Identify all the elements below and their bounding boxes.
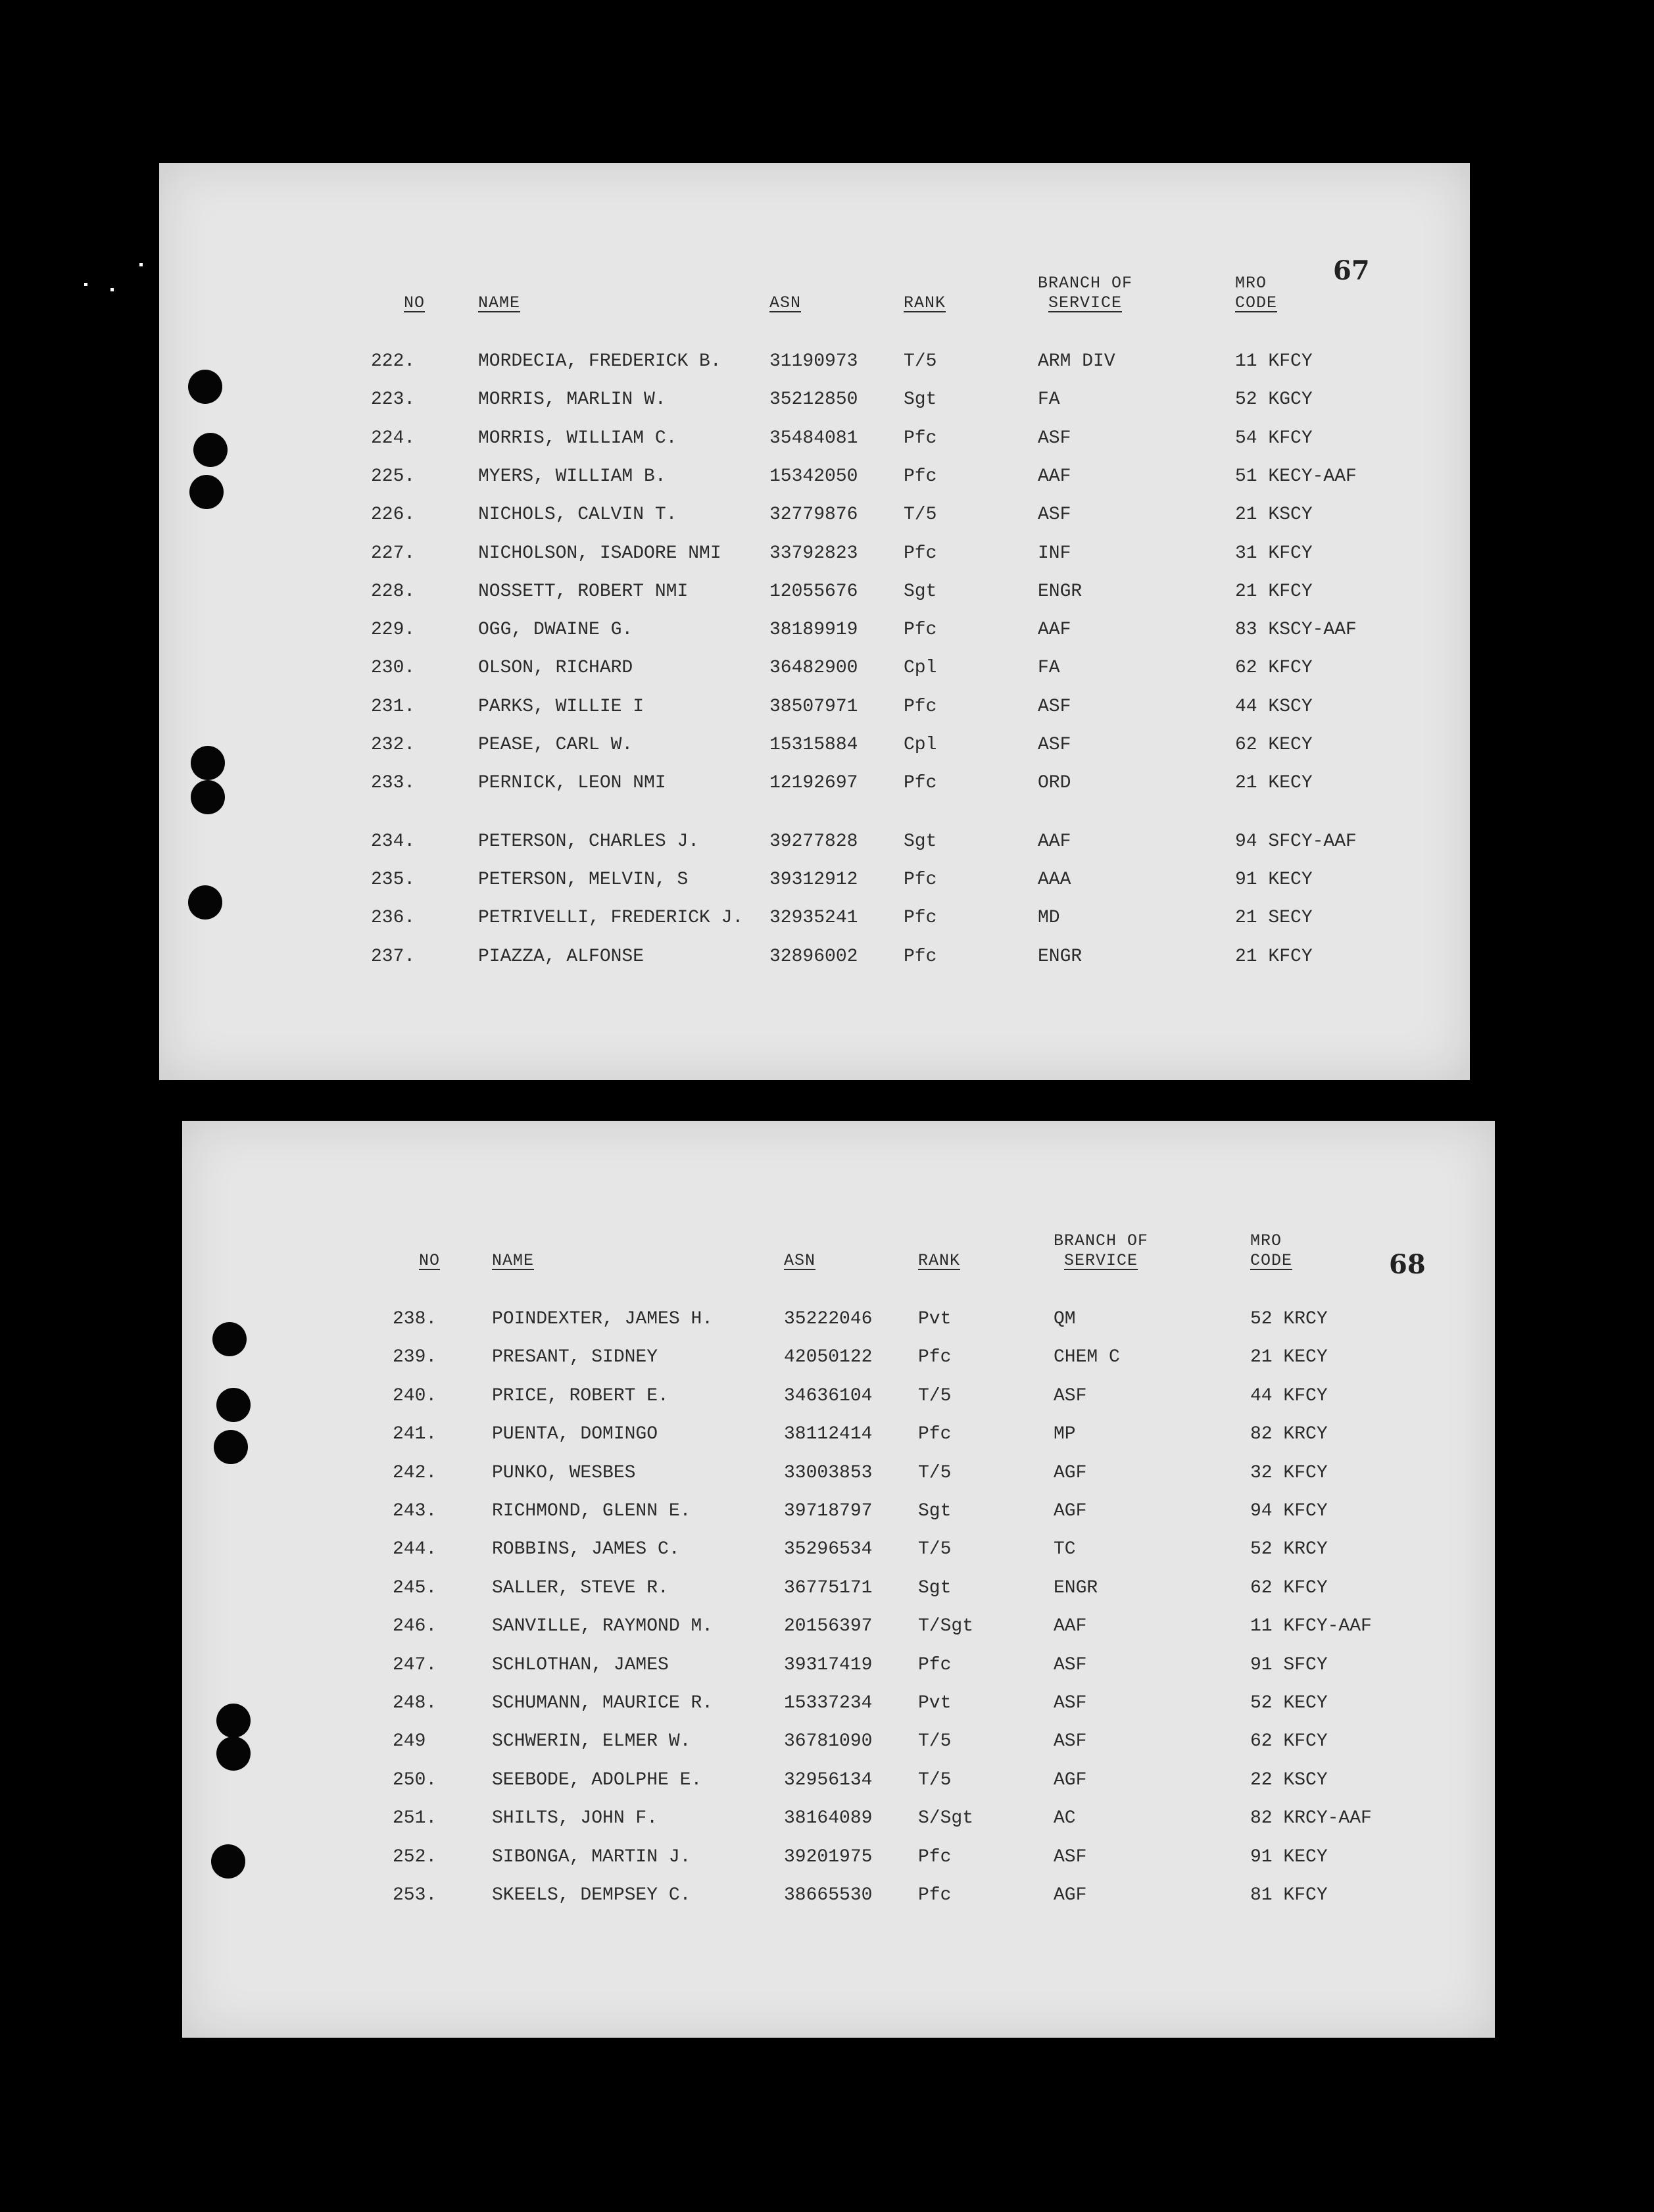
cell-no: 223. xyxy=(371,389,416,410)
cell-mro: 44 KSCY xyxy=(1235,696,1313,717)
table-row xyxy=(159,541,1470,567)
cell-branch: ASF xyxy=(1054,1731,1087,1752)
cell-asn: 39277828 xyxy=(769,831,858,852)
cell-rank: Pfc xyxy=(904,908,937,929)
cell-mro: 52 KECY xyxy=(1250,1693,1328,1713)
cell-no: 227. xyxy=(371,543,416,564)
cell-name: PERNICK, LEON NMI xyxy=(478,773,666,794)
cell-asn: 39718797 xyxy=(784,1501,873,1521)
page-number: 67 xyxy=(1333,255,1370,286)
cell-no: 242. xyxy=(393,1462,437,1483)
film-speck xyxy=(110,288,114,291)
table-row xyxy=(159,349,1470,375)
table-row xyxy=(159,944,1470,970)
cell-asn: 38164089 xyxy=(784,1808,873,1829)
cell-branch: QM xyxy=(1054,1309,1076,1329)
cell-name: PETERSON, MELVIN, S xyxy=(478,869,689,890)
cell-branch: ASF xyxy=(1054,1654,1087,1675)
binder-hole xyxy=(189,475,224,509)
table-row xyxy=(159,694,1470,720)
header-no: NO xyxy=(419,1251,441,1270)
table-row xyxy=(159,905,1470,931)
header-branch-line2: SERVICE xyxy=(1048,293,1123,312)
cell-no: 240. xyxy=(393,1385,437,1406)
cell-mro: 44 KFCY xyxy=(1250,1385,1328,1406)
film-speck xyxy=(139,263,143,266)
cell-rank: Sgt xyxy=(904,581,937,602)
cell-branch: CHEM C xyxy=(1054,1347,1120,1368)
cell-asn: 42050122 xyxy=(784,1347,873,1368)
table-row xyxy=(182,1575,1495,1602)
cell-mro: 52 KRCY xyxy=(1250,1309,1328,1329)
table-row xyxy=(182,1498,1495,1525)
roster-sheet-67 xyxy=(159,163,1470,1080)
cell-rank: T/5 xyxy=(918,1539,952,1560)
cell-name: SHILTS, JOHN F. xyxy=(492,1808,658,1829)
cell-name: SKEELS, DEMPSEY C. xyxy=(492,1885,691,1905)
header-branch-line2: SERVICE xyxy=(1064,1251,1138,1270)
cell-name: PIAZZA, ALFONSE xyxy=(478,946,645,967)
cell-no: 233. xyxy=(371,773,416,794)
binder-hole xyxy=(188,885,222,920)
cell-rank: Pvt xyxy=(918,1309,952,1329)
roster-sheet-68 xyxy=(182,1121,1495,2038)
cell-branch: AGF xyxy=(1054,1501,1087,1521)
cell-no: 229. xyxy=(371,620,416,641)
header-mro-line2: CODE xyxy=(1235,293,1278,312)
cell-branch: ASF xyxy=(1038,504,1071,526)
cell-no: 243. xyxy=(393,1501,437,1521)
header-mro-line1: MRO xyxy=(1235,274,1267,293)
header-rank: RANK xyxy=(918,1251,961,1270)
cell-name: SCHWERIN, ELMER W. xyxy=(492,1731,691,1752)
cell-no: 241. xyxy=(393,1424,437,1445)
cell-no: 224. xyxy=(371,428,416,449)
cell-name: MYERS, WILLIAM B. xyxy=(478,466,666,487)
cell-asn: 12192697 xyxy=(769,773,858,794)
table-row xyxy=(159,655,1470,681)
cell-mro: 21 SECY xyxy=(1235,908,1313,929)
cell-rank: Pfc xyxy=(918,1885,952,1905)
cell-rank: Pfc xyxy=(904,773,937,794)
cell-asn: 33003853 xyxy=(784,1462,873,1483)
binder-hole xyxy=(216,1388,251,1422)
cell-no: 246. xyxy=(393,1616,437,1637)
cell-asn: 36775171 xyxy=(784,1577,873,1598)
table-row xyxy=(182,1882,1495,1909)
cell-asn: 38507971 xyxy=(769,696,858,717)
cell-asn: 38665530 xyxy=(784,1885,873,1905)
cell-name: PEASE, CARL W. xyxy=(478,735,633,755)
cell-name: OGG, DWAINE G. xyxy=(478,620,633,641)
header-branch-of-service xyxy=(1054,1231,1148,1271)
table-row xyxy=(159,770,1470,797)
cell-rank: T/Sgt xyxy=(918,1616,974,1637)
cell-asn: 32956134 xyxy=(784,1769,873,1790)
cell-rank: Pfc xyxy=(904,869,937,890)
cell-name: PUNKO, WESBES xyxy=(492,1462,636,1483)
cell-mro: 32 KFCY xyxy=(1250,1462,1328,1483)
header-mro-code xyxy=(1235,274,1277,313)
cell-asn: 36482900 xyxy=(769,658,858,679)
cell-rank: Cpl xyxy=(904,735,937,755)
cell-mro: 21 KSCY xyxy=(1235,504,1313,526)
cell-asn: 39201975 xyxy=(784,1846,873,1867)
cell-rank: Pfc xyxy=(904,696,937,717)
cell-rank: Sgt xyxy=(918,1577,952,1598)
cell-asn: 33792823 xyxy=(769,543,858,564)
table-row xyxy=(159,732,1470,758)
binder-hole xyxy=(216,1704,251,1738)
cell-rank: T/5 xyxy=(904,351,937,372)
header-branch-line1: BRANCH OF xyxy=(1054,1231,1149,1250)
cell-branch: TC xyxy=(1054,1539,1076,1560)
cell-asn: 12055676 xyxy=(769,581,858,602)
binder-hole xyxy=(193,433,228,467)
cell-no: 249 xyxy=(393,1731,426,1752)
cell-asn: 38189919 xyxy=(769,620,858,641)
cell-rank: Pfc xyxy=(904,620,937,641)
header-mro-line2: CODE xyxy=(1250,1251,1293,1270)
binder-hole xyxy=(216,1736,251,1771)
cell-asn: 32935241 xyxy=(769,908,858,929)
cell-name: PRICE, ROBERT E. xyxy=(492,1385,669,1406)
cell-mro: 62 KECY xyxy=(1235,735,1313,755)
table-row xyxy=(159,387,1470,413)
cell-asn: 35212850 xyxy=(769,389,858,410)
header-branch-of-service xyxy=(1038,274,1132,313)
cell-rank: Pfc xyxy=(918,1654,952,1675)
cell-no: 230. xyxy=(371,658,416,679)
cell-branch: INF xyxy=(1038,543,1071,564)
cell-mro: 21 KFCY xyxy=(1235,946,1313,967)
cell-name: PETERSON, CHARLES J. xyxy=(478,831,700,852)
cell-name: MORRIS, MARLIN W. xyxy=(478,389,666,410)
header-no: NO xyxy=(404,293,426,312)
cell-mro: 91 KECY xyxy=(1250,1846,1328,1867)
cell-branch: AGF xyxy=(1054,1462,1087,1483)
table-row xyxy=(182,1844,1495,1871)
cell-no: 226. xyxy=(371,504,416,526)
header-asn: ASN xyxy=(769,293,802,312)
cell-rank: Pfc xyxy=(904,428,937,449)
page-number: 68 xyxy=(1389,1249,1426,1280)
cell-rank: Sgt xyxy=(904,389,937,410)
cell-mro: 83 KSCY-AAF xyxy=(1235,620,1357,641)
cell-mro: 62 KFCY xyxy=(1250,1731,1328,1752)
cell-mro: 81 KFCY xyxy=(1250,1885,1328,1905)
cell-name: SCHUMANN, MAURICE R. xyxy=(492,1693,714,1713)
cell-rank: Pfc xyxy=(918,1347,952,1368)
cell-branch: ASF xyxy=(1054,1846,1087,1867)
cell-branch: AAF xyxy=(1038,466,1071,487)
cell-mro: 62 KFCY xyxy=(1235,658,1313,679)
cell-name: POINDEXTER, JAMES H. xyxy=(492,1309,714,1329)
table-row xyxy=(182,1383,1495,1410)
cell-branch: AC xyxy=(1054,1808,1076,1829)
header-name: NAME xyxy=(478,293,521,312)
cell-rank: Pfc xyxy=(918,1424,952,1445)
table-row xyxy=(182,1690,1495,1717)
cell-asn: 35484081 xyxy=(769,428,858,449)
header-branch-line1: BRANCH OF xyxy=(1038,274,1133,293)
cell-branch: ORD xyxy=(1038,773,1071,794)
cell-mro: 82 KRCY-AAF xyxy=(1250,1808,1372,1829)
cell-branch: ENGR xyxy=(1038,946,1082,967)
cell-name: PUENTA, DOMINGO xyxy=(492,1424,658,1445)
table-row xyxy=(182,1767,1495,1794)
cell-mro: 51 KECY-AAF xyxy=(1235,466,1357,487)
cell-rank: Sgt xyxy=(918,1501,952,1521)
cell-mro: 52 KRCY xyxy=(1250,1539,1328,1560)
cell-rank: T/5 xyxy=(918,1385,952,1406)
cell-rank: Cpl xyxy=(904,658,937,679)
cell-rank: Pfc xyxy=(904,543,937,564)
cell-name: PARKS, WILLIE I xyxy=(478,696,645,717)
cell-name: PETRIVELLI, FREDERICK J. xyxy=(478,908,744,929)
cell-no: 252. xyxy=(393,1846,437,1867)
cell-mro: 21 KFCY xyxy=(1235,581,1313,602)
cell-rank: Pfc xyxy=(918,1846,952,1867)
cell-branch: FA xyxy=(1038,658,1060,679)
cell-branch: ENGR xyxy=(1038,581,1082,602)
table-row xyxy=(159,867,1470,893)
cell-name: RICHMOND, GLENN E. xyxy=(492,1501,691,1521)
table-row xyxy=(159,502,1470,528)
cell-no: 248. xyxy=(393,1693,437,1713)
cell-mro: 11 KFCY xyxy=(1235,351,1313,372)
header-asn: ASN xyxy=(784,1251,816,1270)
cell-no: 244. xyxy=(393,1539,437,1560)
cell-asn: 34636104 xyxy=(784,1385,873,1406)
header-rank: RANK xyxy=(904,293,946,312)
cell-no: 222. xyxy=(371,351,416,372)
cell-name: SCHLOTHAN, JAMES xyxy=(492,1654,669,1675)
cell-rank: S/Sgt xyxy=(918,1808,974,1829)
binder-hole xyxy=(211,1844,245,1879)
table-row xyxy=(159,426,1470,452)
cell-no: 231. xyxy=(371,696,416,717)
cell-asn: 38112414 xyxy=(784,1424,873,1445)
header-mro-line1: MRO xyxy=(1250,1231,1282,1250)
cell-asn: 32896002 xyxy=(769,946,858,967)
cell-branch: AGF xyxy=(1054,1885,1087,1905)
cell-rank: Sgt xyxy=(904,831,937,852)
cell-name: NICHOLSON, ISADORE NMI xyxy=(478,543,721,564)
cell-no: 237. xyxy=(371,946,416,967)
binder-hole xyxy=(214,1430,248,1464)
cell-rank: T/5 xyxy=(918,1462,952,1483)
cell-mro: 94 SFCY-AAF xyxy=(1235,831,1357,852)
table-row xyxy=(182,1344,1495,1371)
cell-asn: 15315884 xyxy=(769,735,858,755)
cell-rank: T/5 xyxy=(918,1731,952,1752)
cell-branch: ASF xyxy=(1038,735,1071,755)
film-speck xyxy=(84,283,87,286)
cell-no: 251. xyxy=(393,1808,437,1829)
cell-no: 239. xyxy=(393,1347,437,1368)
cell-name: MORRIS, WILLIAM C. xyxy=(478,428,677,449)
cell-branch: AAF xyxy=(1054,1616,1087,1637)
cell-mro: 94 KFCY xyxy=(1250,1501,1328,1521)
cell-asn: 35296534 xyxy=(784,1539,873,1560)
cell-rank: T/5 xyxy=(904,504,937,526)
cell-no: 253. xyxy=(393,1885,437,1905)
cell-asn: 39317419 xyxy=(784,1654,873,1675)
header-mro-code xyxy=(1250,1231,1292,1271)
table-row xyxy=(182,1306,1495,1333)
cell-mro: 11 KFCY-AAF xyxy=(1250,1616,1372,1637)
binder-hole xyxy=(191,746,225,780)
cell-asn: 39312912 xyxy=(769,869,858,890)
binder-hole xyxy=(188,370,222,404)
cell-mro: 21 KECY xyxy=(1250,1347,1328,1368)
cell-no: 232. xyxy=(371,735,416,755)
table-row xyxy=(182,1536,1495,1563)
cell-branch: ASF xyxy=(1038,428,1071,449)
cell-no: 247. xyxy=(393,1654,437,1675)
table-row xyxy=(182,1806,1495,1832)
cell-branch: AAF xyxy=(1038,831,1071,852)
cell-asn: 35222046 xyxy=(784,1309,873,1329)
cell-mro: 62 KFCY xyxy=(1250,1577,1328,1598)
cell-rank: Pfc xyxy=(904,946,937,967)
table-row xyxy=(159,464,1470,490)
cell-branch: AGF xyxy=(1054,1769,1087,1790)
cell-branch: ASF xyxy=(1038,696,1071,717)
binder-hole xyxy=(191,780,225,814)
cell-branch: FA xyxy=(1038,389,1060,410)
cell-no: 236. xyxy=(371,908,416,929)
cell-asn: 15342050 xyxy=(769,466,858,487)
cell-name: SANVILLE, RAYMOND M. xyxy=(492,1616,714,1637)
cell-mro: 52 KGCY xyxy=(1235,389,1313,410)
cell-branch: ASF xyxy=(1054,1385,1087,1406)
cell-name: SIBONGA, MARTIN J. xyxy=(492,1846,691,1867)
cell-name: SALLER, STEVE R. xyxy=(492,1577,669,1598)
cell-no: 250. xyxy=(393,1769,437,1790)
cell-name: NOSSETT, ROBERT NMI xyxy=(478,581,689,602)
cell-no: 228. xyxy=(371,581,416,602)
cell-name: PRESANT, SIDNEY xyxy=(492,1347,658,1368)
table-row xyxy=(182,1460,1495,1487)
cell-no: 245. xyxy=(393,1577,437,1598)
cell-rank: T/5 xyxy=(918,1769,952,1790)
binder-hole xyxy=(212,1322,247,1356)
table-row xyxy=(159,617,1470,643)
cell-name: ROBBINS, JAMES C. xyxy=(492,1539,680,1560)
table-row xyxy=(182,1729,1495,1755)
cell-name: SEEBODE, ADOLPHE E. xyxy=(492,1769,702,1790)
cell-branch: ENGR xyxy=(1054,1577,1098,1598)
cell-mro: 91 KECY xyxy=(1235,869,1313,890)
cell-no: 234. xyxy=(371,831,416,852)
cell-mro: 54 KFCY xyxy=(1235,428,1313,449)
cell-branch: MD xyxy=(1038,908,1060,929)
table-row xyxy=(182,1652,1495,1679)
table-row xyxy=(159,579,1470,605)
cell-asn: 15337234 xyxy=(784,1693,873,1713)
cell-rank: Pvt xyxy=(918,1693,952,1713)
cell-mro: 22 KSCY xyxy=(1250,1769,1328,1790)
cell-branch: ASF xyxy=(1054,1693,1087,1713)
cell-branch: AAA xyxy=(1038,869,1071,890)
cell-no: 238. xyxy=(393,1309,437,1329)
cell-mro: 82 KRCY xyxy=(1250,1424,1328,1445)
cell-branch: ARM DIV xyxy=(1038,351,1115,372)
cell-no: 235. xyxy=(371,869,416,890)
cell-no: 225. xyxy=(371,466,416,487)
cell-branch: AAF xyxy=(1038,620,1071,641)
table-row xyxy=(182,1421,1495,1448)
cell-name: NICHOLS, CALVIN T. xyxy=(478,504,677,526)
cell-asn: 36781090 xyxy=(784,1731,873,1752)
cell-mro: 31 KFCY xyxy=(1235,543,1313,564)
cell-name: MORDECIA, FREDERICK B. xyxy=(478,351,721,372)
cell-asn: 32779876 xyxy=(769,504,858,526)
cell-branch: MP xyxy=(1054,1424,1076,1445)
cell-name: OLSON, RICHARD xyxy=(478,658,633,679)
cell-asn: 20156397 xyxy=(784,1616,873,1637)
cell-rank: Pfc xyxy=(904,466,937,487)
table-row xyxy=(182,1613,1495,1640)
cell-mro: 91 SFCY xyxy=(1250,1654,1328,1675)
table-row xyxy=(159,829,1470,855)
header-name: NAME xyxy=(492,1251,535,1270)
cell-asn: 31190973 xyxy=(769,351,858,372)
cell-mro: 21 KECY xyxy=(1235,773,1313,794)
